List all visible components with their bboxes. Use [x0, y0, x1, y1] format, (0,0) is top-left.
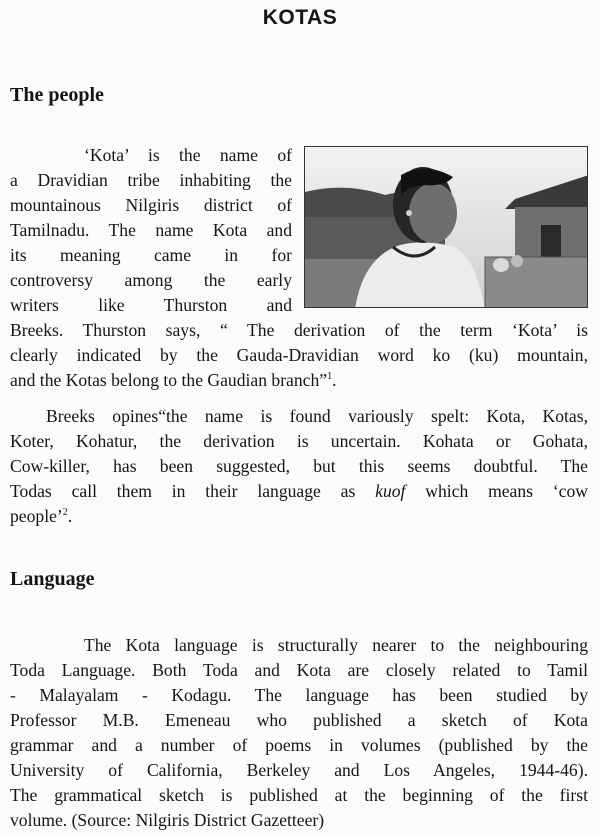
- text-line: clearly indicated by the Gauda-Dravidian word ko (ku) mountain,: [10, 345, 588, 365]
- text-line: Professor M.B. Emeneau who published a sketch of Kota: [10, 710, 588, 730]
- text-line: [10, 505, 72, 527]
- text-run: people’: [10, 506, 63, 526]
- text-run: Todas call them in their language as: [10, 481, 376, 501]
- footnote-ref-2: 2: [62, 507, 68, 519]
- text-line: The grammatical sketch is published at the beginning of the first: [10, 785, 588, 805]
- text-run: and the Kotas belong to the Gaudian branch”: [10, 370, 328, 390]
- text-line: Breeks. Thurston says, “ The derivation of the term ‘Kota’ is: [10, 320, 588, 340]
- text-line: Toda Language. Both Toda and Kota are closely related to Tamil: [10, 660, 588, 680]
- text-line: Tamilnadu. The name Kota and: [10, 220, 292, 240]
- text-run: .: [67, 506, 73, 526]
- text-line: Koter, Kohatur, the derivation is uncertain. Kohata or Gohata,: [10, 431, 588, 451]
- page-title: KOTAS: [262, 6, 338, 29]
- text-line: Cow-killer, has been suggested, but this seems doubtful. The: [10, 456, 588, 476]
- text-line: its meaning came in for: [10, 245, 292, 265]
- text-line: a Dravidian tribe inhabiting the: [10, 170, 292, 190]
- text-line: controversy among the early: [10, 270, 292, 290]
- text-line: [10, 369, 336, 391]
- text-line: - Malayalam - Kodagu. The language has been studied by: [10, 685, 588, 705]
- text-line: Breeks opines“the name is found variously spelt: Kota, Kotas,: [46, 406, 588, 426]
- text-run: which means ‘cow: [405, 481, 588, 501]
- section-heading-people: The people: [10, 84, 104, 106]
- text-line: The Kota language is structurally nearer to the neighbouring: [84, 635, 588, 655]
- section-heading-language: Language: [10, 568, 95, 590]
- italic-term: kuof: [375, 481, 406, 501]
- text-line: grammar and a number of poems in volumes (published by the: [10, 735, 588, 755]
- text-line: volume. (Source: Nilgiris District Gazetteer): [10, 810, 325, 830]
- footnote-ref-1: 1: [327, 371, 333, 383]
- text-line: writers like Thurston and: [10, 295, 292, 315]
- text-run: .: [332, 370, 337, 390]
- text-line: [10, 480, 588, 502]
- text-line: ‘Kota’ is the name of: [84, 145, 292, 165]
- text-line: mountainous Nilgiris district of: [10, 195, 292, 215]
- text-line: University of California, Berkeley and Los Angeles, 1944-46).: [10, 760, 588, 780]
- kota-woman-photo: [304, 146, 588, 308]
